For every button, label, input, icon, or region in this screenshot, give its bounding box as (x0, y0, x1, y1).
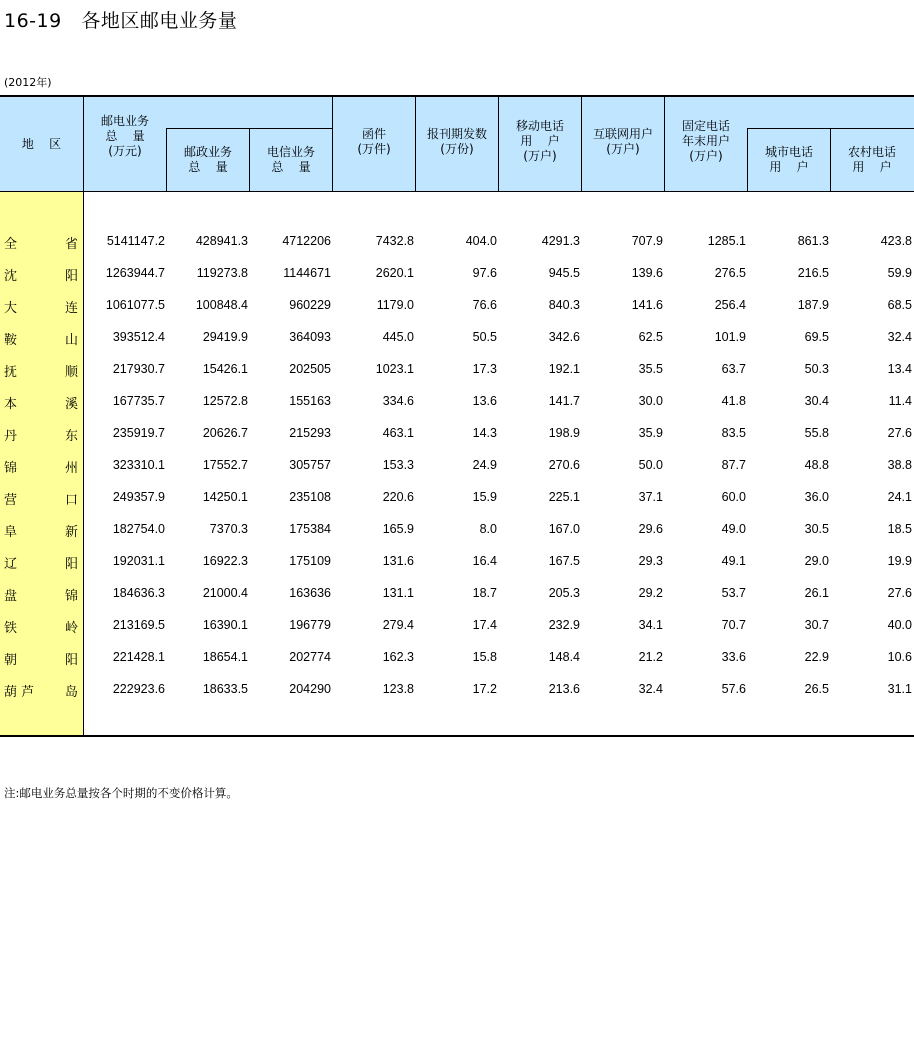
header-total: 邮电业务 总 量 (万元) (100, 114, 149, 158)
table-cell: 7370.3 (209, 522, 248, 536)
table-row (0, 545, 914, 577)
table-cell: 4712206 (282, 234, 331, 248)
table-cell: 30.5 (804, 522, 829, 536)
table-cell: 50.0 (638, 458, 663, 472)
table-cell: 29.3 (638, 554, 663, 568)
region-name-part: 锦 (64, 589, 78, 604)
table-cell: 276.5 (714, 266, 746, 280)
table-cell: 187.9 (797, 298, 829, 312)
table-cell: 27.6 (887, 426, 912, 440)
table-cell: 62.5 (638, 330, 663, 344)
table-cell: 21.2 (638, 650, 663, 664)
table-cell: 35.5 (638, 362, 663, 376)
region-name-part: 东 (64, 429, 78, 444)
table-cell: 305757 (289, 458, 331, 472)
table-cell: 12572.8 (202, 394, 248, 408)
table-cell: 7432.8 (375, 234, 414, 248)
table-cell: 100848.4 (195, 298, 248, 312)
table-cell: 30.0 (638, 394, 663, 408)
table-cell: 279.4 (382, 618, 414, 632)
region-name (4, 297, 78, 316)
table-cell: 60.0 (721, 490, 746, 504)
region-name-part: 省 (64, 237, 78, 252)
table-cell: 19.9 (887, 554, 912, 568)
table-cell: 32.4 (638, 682, 663, 696)
table-row (0, 449, 914, 481)
table-cell: 184636.3 (112, 586, 165, 600)
region-name-part: 溪 (64, 397, 78, 412)
table-row (0, 225, 914, 257)
table-cell: 49.1 (721, 554, 746, 568)
table-row (0, 257, 914, 289)
table-cell: 18633.5 (202, 682, 248, 696)
table-cell: 404.0 (465, 234, 497, 248)
table-cell: 270.6 (548, 458, 580, 472)
table-cell: 29419.9 (202, 330, 248, 344)
table-cell: 59.9 (887, 266, 912, 280)
header-fixed: 固定电话 年末用户 (万户) (681, 119, 730, 163)
table-cell: 14.3 (472, 426, 497, 440)
table-cell: 192.1 (548, 362, 580, 376)
table-cell: 205.3 (548, 586, 580, 600)
table-cell: 16.4 (472, 554, 497, 568)
table-cell: 1263944.7 (105, 266, 165, 280)
table-row (0, 417, 914, 449)
table-cell: 17.3 (472, 362, 497, 376)
region-name (4, 553, 78, 572)
table-cell: 49.0 (721, 522, 746, 536)
table-cell: 945.5 (548, 266, 580, 280)
table-cell: 21000.4 (202, 586, 248, 600)
table-cell: 30.4 (804, 394, 829, 408)
table-row (0, 353, 914, 385)
table-cell: 26.1 (804, 586, 829, 600)
table-cell: 232.9 (548, 618, 580, 632)
table-cell: 24.1 (887, 490, 912, 504)
table-cell: 445.0 (382, 330, 414, 344)
table-cell: 222923.6 (112, 682, 165, 696)
page-title: 16-19 各地区邮电业务量 (4, 10, 238, 32)
header-newspapers: 报刊期发数 (万份) (426, 126, 487, 156)
table-cell: 364093 (289, 330, 331, 344)
table-cell: 53.7 (721, 586, 746, 600)
table-cell: 35.9 (638, 426, 663, 440)
region-name-part: 州 (64, 461, 78, 476)
table-row (0, 577, 914, 609)
region-name (4, 585, 78, 604)
region-name-part: 岭 (64, 621, 78, 636)
table-cell: 29.6 (638, 522, 663, 536)
table-cell: 27.6 (887, 586, 912, 600)
table-cell: 41.8 (721, 394, 746, 408)
table-cell: 163636 (289, 586, 331, 600)
region-name-part: 葫 芦 (4, 685, 35, 700)
table-cell: 13.4 (887, 362, 912, 376)
region-name-part: 岛 (64, 685, 78, 700)
table-cell: 32.4 (887, 330, 912, 344)
table-cell: 249357.9 (112, 490, 165, 504)
table-cell: 83.5 (721, 426, 746, 440)
table-cell: 33.6 (721, 650, 746, 664)
region-name (4, 617, 78, 636)
table-row (0, 321, 914, 353)
table-cell: 16922.3 (202, 554, 248, 568)
table-cell: 131.6 (382, 554, 414, 568)
table-cell: 36.0 (804, 490, 829, 504)
table-cell: 17.4 (472, 618, 497, 632)
table-cell: 63.7 (721, 362, 746, 376)
table-cell: 123.8 (382, 682, 414, 696)
region-name-part: 朝 (4, 653, 18, 668)
table-cell: 87.7 (721, 458, 746, 472)
table-cell: 26.5 (804, 682, 829, 696)
table-cell: 13.6 (472, 394, 497, 408)
table-cell: 139.6 (631, 266, 663, 280)
year-label: (2012年) (4, 76, 52, 89)
region-name-part: 丹 (4, 429, 18, 444)
table-cell: 323310.1 (112, 458, 165, 472)
table-cell: 175384 (289, 522, 331, 536)
table-bottom-rule (0, 735, 914, 737)
region-name (4, 457, 78, 476)
table-cell: 68.5 (887, 298, 912, 312)
table-cell: 1144671 (283, 266, 331, 280)
table-cell: 235108 (289, 490, 331, 504)
region-name-part: 铁 (4, 621, 18, 636)
table-cell: 167.0 (548, 522, 580, 536)
table-cell: 153.3 (382, 458, 414, 472)
table-cell: 167735.7 (112, 394, 165, 408)
table-cell: 69.5 (804, 330, 829, 344)
table-cell: 8.0 (479, 522, 497, 536)
table-cell: 76.6 (472, 298, 497, 312)
region-name-part: 连 (64, 301, 78, 316)
table-cell: 37.1 (638, 490, 663, 504)
region-name (4, 361, 78, 380)
table-cell: 48.8 (804, 458, 829, 472)
region-name-part: 营 (4, 493, 18, 508)
table-cell: 220.6 (382, 490, 414, 504)
table-cell: 165.9 (382, 522, 414, 536)
table-cell: 57.6 (721, 682, 746, 696)
region-name (4, 649, 78, 668)
table-cell: 204290 (289, 682, 331, 696)
table-cell: 40.0 (887, 618, 912, 632)
table-cell: 861.3 (797, 234, 829, 248)
table-cell: 1023.1 (375, 362, 414, 376)
table-cell: 215293 (289, 426, 331, 440)
table-cell: 2620.1 (375, 266, 414, 280)
table-cell: 17.2 (472, 682, 497, 696)
table-cell: 235919.7 (112, 426, 165, 440)
region-name (4, 329, 78, 348)
table-row (0, 385, 914, 417)
table-cell: 18654.1 (202, 650, 248, 664)
table-cell: 16390.1 (202, 618, 248, 632)
table-cell: 393512.4 (112, 330, 165, 344)
table-cell: 225.1 (548, 490, 580, 504)
region-name-part: 阳 (64, 653, 78, 668)
table-cell: 17552.7 (202, 458, 248, 472)
table-cell: 34.1 (638, 618, 663, 632)
region-name (4, 265, 78, 284)
table-row (0, 513, 914, 545)
region-name-part: 沈 (4, 269, 18, 284)
table-cell: 11.4 (888, 394, 912, 408)
header-telecom: 电信业务 总 量 (266, 145, 315, 174)
region-name-part: 盘 (4, 589, 18, 604)
table-row (0, 289, 914, 321)
table-cell: 192031.1 (112, 554, 165, 568)
table-cell: 10.6 (887, 650, 912, 664)
table-cell: 29.2 (638, 586, 663, 600)
region-name-part: 山 (64, 333, 78, 348)
table-cell: 1285.1 (707, 234, 746, 248)
table-cell: 38.8 (887, 458, 912, 472)
table-cell: 175109 (289, 554, 331, 568)
region-name-part: 阜 (4, 525, 18, 540)
table-cell: 256.4 (714, 298, 746, 312)
header-urban: 城市电话 用 户 (764, 145, 813, 174)
table-cell: 463.1 (382, 426, 414, 440)
region-name-part: 顺 (64, 365, 78, 380)
table-row (0, 673, 914, 705)
region-name-part: 本 (4, 397, 18, 412)
header-rural: 农村电话 用 户 (847, 145, 896, 174)
table-cell: 119273.8 (196, 266, 248, 280)
region-name-part: 全 (4, 237, 18, 252)
table-cell: 55.8 (804, 426, 829, 440)
table-cell: 216.5 (797, 266, 829, 280)
table-cell: 840.3 (548, 298, 580, 312)
header-mobile: 移动电话 用 户 (万户) (515, 119, 564, 163)
table-cell: 131.1 (382, 586, 414, 600)
table-header (0, 95, 914, 192)
region-name (4, 489, 78, 508)
table-cell: 70.7 (721, 618, 746, 632)
region-name-part: 辽 (4, 557, 18, 572)
table-cell: 5141147.2 (106, 234, 165, 248)
region-name-part: 鞍 (4, 333, 18, 348)
table-row (0, 481, 914, 513)
table-cell: 97.6 (472, 266, 497, 280)
region-name-part: 大 (4, 301, 18, 316)
table-cell: 202505 (289, 362, 331, 376)
table-cell: 182754.0 (112, 522, 165, 536)
region-name (4, 521, 78, 540)
header-region: 地 区 (21, 137, 62, 151)
table-cell: 217930.7 (112, 362, 165, 376)
region-name-part: 抚 (4, 365, 18, 380)
table-cell: 101.9 (714, 330, 746, 344)
table-cell: 30.7 (804, 618, 829, 632)
table-cell: 428941.3 (195, 234, 248, 248)
table-cell: 960229 (289, 298, 331, 312)
table-cell: 141.6 (631, 298, 663, 312)
region-name (4, 393, 78, 412)
region-name-part: 新 (64, 525, 78, 540)
table-cell: 50.5 (472, 330, 497, 344)
region-name-part: 阳 (64, 269, 78, 284)
table-cell: 4291.3 (541, 234, 580, 248)
region-name-part: 口 (64, 493, 78, 508)
table-cell: 148.4 (548, 650, 580, 664)
table-cell: 50.3 (804, 362, 829, 376)
table-cell: 15426.1 (202, 362, 248, 376)
table-cell: 22.9 (804, 650, 829, 664)
table-cell: 1061077.5 (105, 298, 165, 312)
table-cell: 202774 (289, 650, 331, 664)
table-cell: 167.5 (548, 554, 580, 568)
header-internet: 互联网用户 (万户) (592, 126, 653, 156)
region-name-part: 阳 (64, 557, 78, 572)
table-cell: 15.9 (472, 490, 497, 504)
table-cell: 221428.1 (112, 650, 165, 664)
table-cell: 155163 (289, 394, 331, 408)
table-cell: 24.9 (472, 458, 497, 472)
table-cell: 18.5 (887, 522, 912, 536)
table-row (0, 609, 914, 641)
region-name (4, 425, 78, 444)
table-cell: 423.8 (880, 234, 912, 248)
table-cell: 342.6 (548, 330, 580, 344)
table-cell: 14250.1 (202, 490, 248, 504)
table-cell: 196779 (289, 618, 331, 632)
table-cell: 707.9 (631, 234, 663, 248)
table-cell: 15.8 (472, 650, 497, 664)
table-cell: 213.6 (548, 682, 580, 696)
header-postal: 邮政业务 总 量 (183, 145, 232, 174)
footnote: 注:邮电业务总量按各个时期的不变价格计算。 (4, 786, 238, 800)
region-name-part: 锦 (4, 461, 18, 476)
table-cell: 20626.7 (202, 426, 248, 440)
region-name (4, 233, 78, 252)
table-cell: 198.9 (548, 426, 580, 440)
table-cell: 162.3 (382, 650, 414, 664)
table-cell: 141.7 (548, 394, 580, 408)
header-letters: 函件 (万件) (357, 126, 391, 156)
table-row (0, 641, 914, 673)
table-cell: 31.1 (887, 682, 912, 696)
table-cell: 334.6 (382, 394, 414, 408)
region-name (4, 681, 78, 700)
table-cell: 213169.5 (112, 618, 165, 632)
table-cell: 29.0 (804, 554, 829, 568)
table-cell: 1179.0 (376, 298, 414, 312)
table-cell: 18.7 (472, 586, 497, 600)
